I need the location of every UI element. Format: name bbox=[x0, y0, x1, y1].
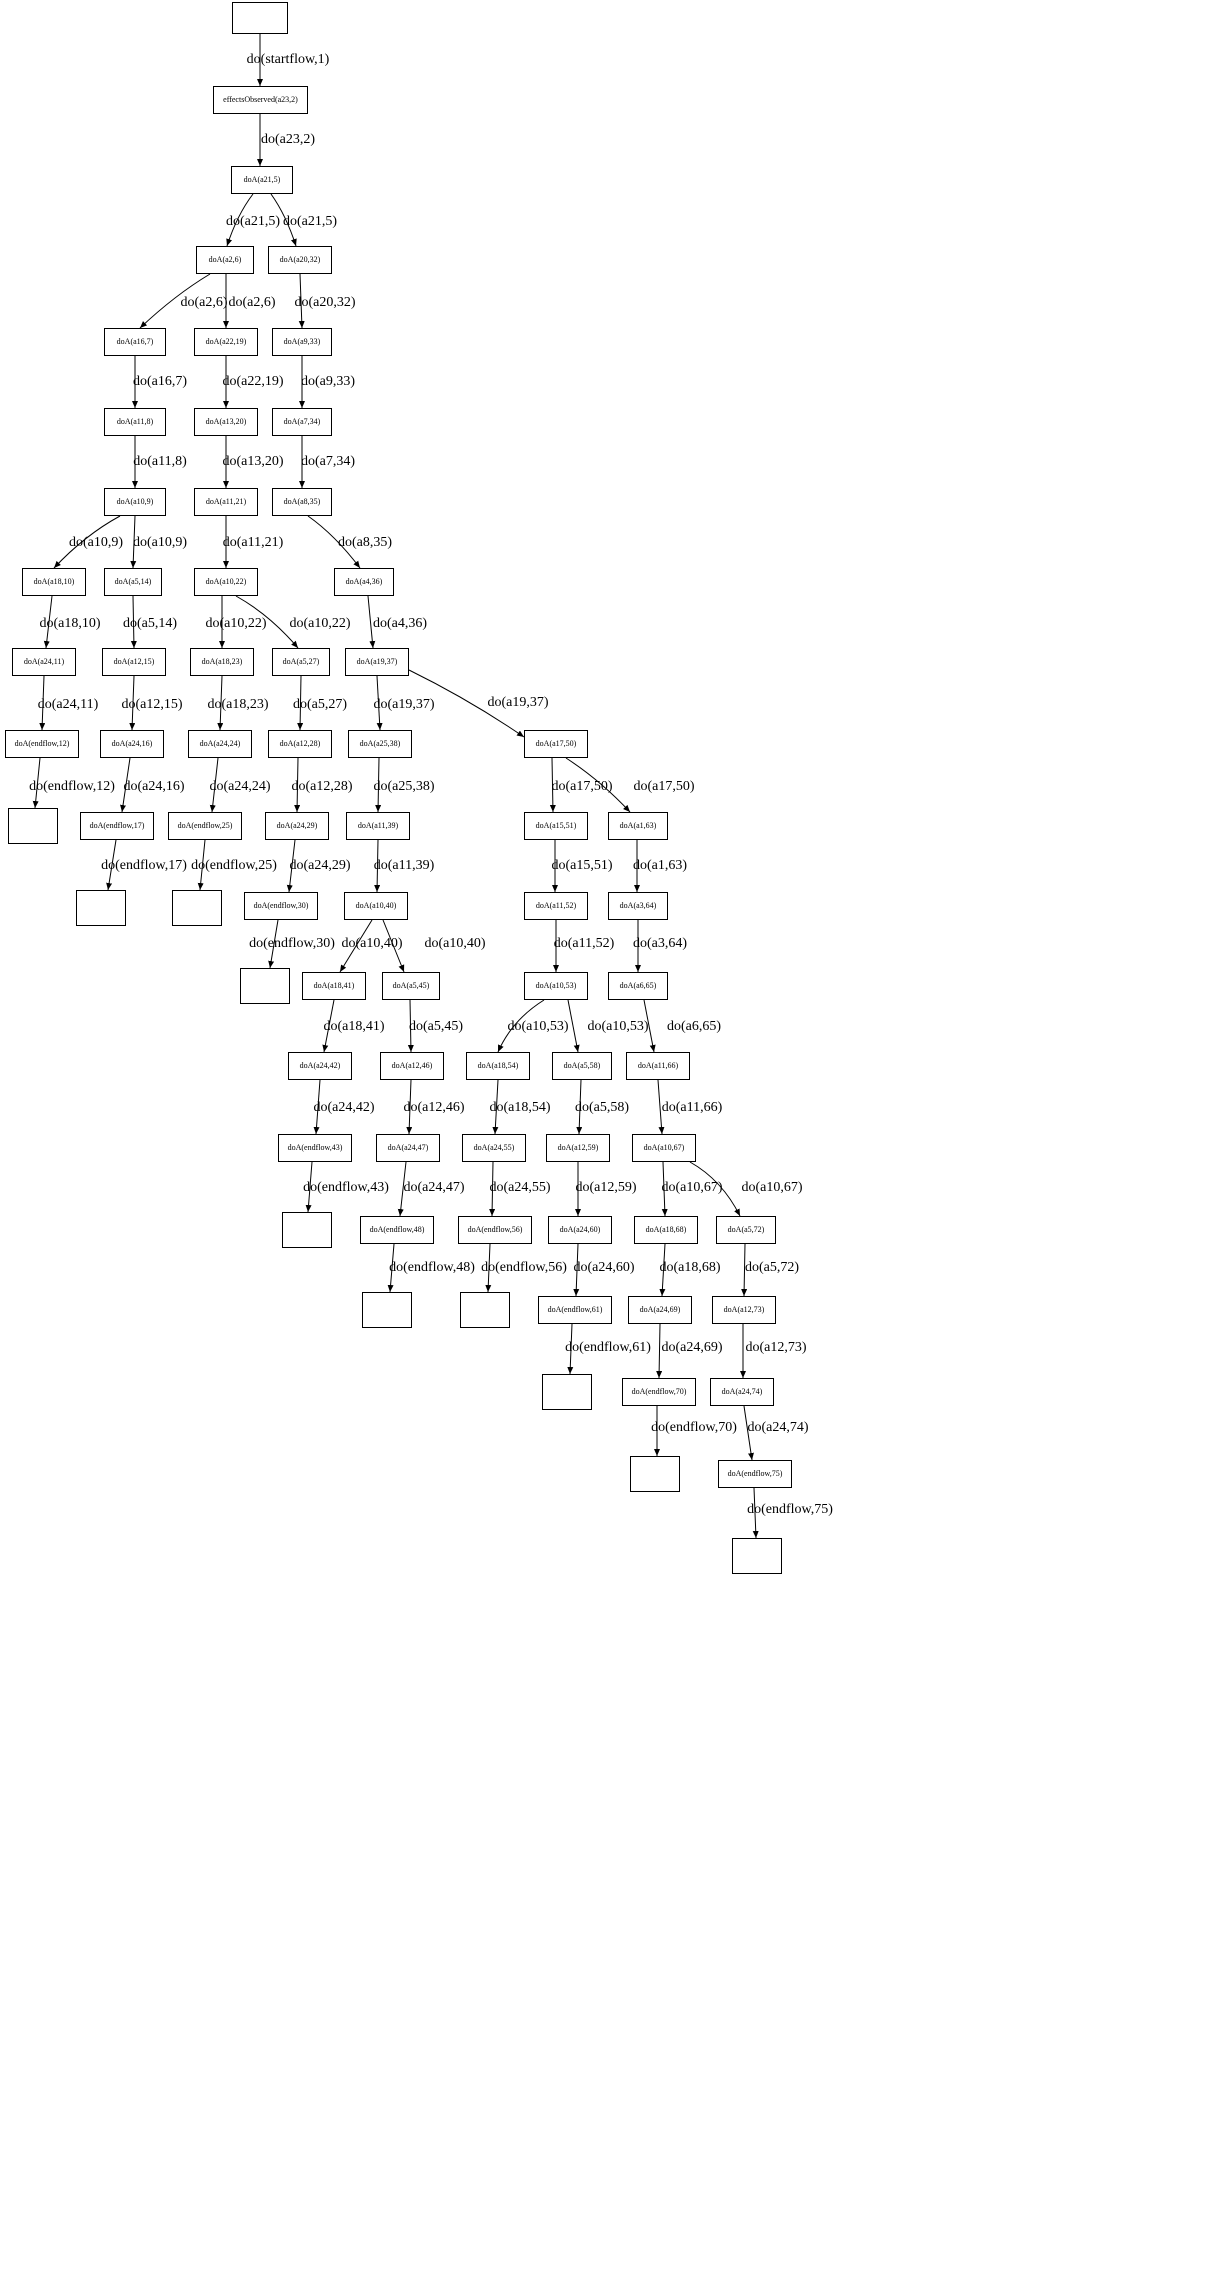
graph-node[interactable]: doA(endflow,25) bbox=[168, 812, 242, 840]
edge-label: do(a24,47) bbox=[403, 1180, 465, 1195]
edge-label: do(a22,19) bbox=[222, 374, 284, 389]
edge-label: do(a12,59) bbox=[575, 1180, 637, 1195]
graph-node[interactable]: doA(a10,67) bbox=[632, 1134, 696, 1162]
graph-node[interactable]: doA(a24,60) bbox=[548, 1216, 612, 1244]
edge-label: do(startflow,1) bbox=[246, 52, 330, 67]
graph-node[interactable]: doA(a5,27) bbox=[272, 648, 330, 676]
graph-node[interactable]: doA(a9,33) bbox=[272, 328, 332, 356]
edge-label: do(a11,52) bbox=[553, 936, 615, 951]
graph-node[interactable]: doA(endflow,30) bbox=[244, 892, 318, 920]
graph-node[interactable]: doA(a5,58) bbox=[552, 1052, 612, 1080]
edge-label: do(a18,54) bbox=[489, 1100, 551, 1115]
graph-edge bbox=[568, 1000, 578, 1052]
graph-node[interactable]: doA(endflow,56) bbox=[458, 1216, 532, 1244]
edge-label: do(endflow,56) bbox=[481, 1260, 567, 1275]
graph-node[interactable]: doA(endflow,12) bbox=[5, 730, 79, 758]
edge-label: do(a24,29) bbox=[289, 858, 351, 873]
edge-label: do(a2,6) bbox=[180, 295, 228, 310]
edge-label: do(a10,67) bbox=[661, 1180, 723, 1195]
edge-label: do(endflow,12) bbox=[29, 779, 115, 794]
graph-node[interactable] bbox=[76, 890, 126, 926]
graph-node[interactable]: doA(a12,59) bbox=[546, 1134, 610, 1162]
edge-label: do(a16,7) bbox=[132, 374, 188, 389]
edge-label: do(endflow,43) bbox=[303, 1180, 389, 1195]
edge-label: do(endflow,48) bbox=[389, 1260, 475, 1275]
graph-node[interactable]: doA(a12,46) bbox=[380, 1052, 444, 1080]
graph-node[interactable]: doA(a11,52) bbox=[524, 892, 588, 920]
graph-node[interactable]: doA(a24,74) bbox=[710, 1378, 774, 1406]
graph-node[interactable]: doA(a5,45) bbox=[382, 972, 440, 1000]
graph-node[interactable]: doA(a24,24) bbox=[188, 730, 252, 758]
graph-node[interactable]: doA(a11,8) bbox=[104, 408, 166, 436]
graph-node[interactable]: doA(a18,10) bbox=[22, 568, 86, 596]
graph-node[interactable]: doA(endflow,61) bbox=[538, 1296, 612, 1324]
graph-node[interactable] bbox=[460, 1292, 510, 1328]
edge-label: do(a12,15) bbox=[121, 697, 183, 712]
graph-node[interactable]: effectsObserved(a23,2) bbox=[213, 86, 308, 114]
graph-node[interactable]: doA(a5,72) bbox=[716, 1216, 776, 1244]
edge-label: do(a25,38) bbox=[373, 779, 435, 794]
graph-node[interactable]: doA(a8,35) bbox=[272, 488, 332, 516]
graph-node[interactable] bbox=[172, 890, 222, 926]
graph-node[interactable] bbox=[282, 1212, 332, 1248]
edge-label: do(a5,72) bbox=[744, 1260, 800, 1275]
edge-label: do(a10,9) bbox=[132, 535, 188, 550]
edge-label: do(a23,2) bbox=[260, 132, 316, 147]
edge-label: do(endflow,75) bbox=[747, 1502, 833, 1517]
graph-node[interactable]: doA(endflow,75) bbox=[718, 1460, 792, 1488]
graph-node[interactable]: doA(a10,40) bbox=[344, 892, 408, 920]
edge-label: do(a10,40) bbox=[424, 936, 486, 951]
graph-edge bbox=[659, 1324, 660, 1378]
edge-label: do(a11,39) bbox=[373, 858, 435, 873]
graph-node[interactable]: doA(a21,5) bbox=[231, 166, 293, 194]
edge-label: do(a12,73) bbox=[745, 1340, 807, 1355]
edge-label: do(a17,50) bbox=[551, 779, 613, 794]
graph-node[interactable]: doA(a12,28) bbox=[268, 730, 332, 758]
graph-node[interactable]: doA(a20,32) bbox=[268, 246, 332, 274]
graph-node[interactable]: doA(a11,39) bbox=[346, 812, 410, 840]
edge-label: do(a24,55) bbox=[489, 1180, 551, 1195]
edge-label: do(a8,35) bbox=[337, 535, 393, 550]
graph-node[interactable]: doA(a25,38) bbox=[348, 730, 412, 758]
graph-node[interactable]: doA(a10,9) bbox=[104, 488, 166, 516]
graph-node[interactable]: doA(a18,23) bbox=[190, 648, 254, 676]
edge-label: do(endflow,25) bbox=[191, 858, 277, 873]
edge-label: do(a10,9) bbox=[68, 535, 124, 550]
edge-label: do(a21,5) bbox=[225, 214, 281, 229]
graph-node[interactable]: doA(a12,73) bbox=[712, 1296, 776, 1324]
edge-label: do(a2,6) bbox=[228, 295, 276, 310]
edge-label: do(a3,64) bbox=[632, 936, 688, 951]
graph-node[interactable]: doA(a3,64) bbox=[608, 892, 668, 920]
graph-node[interactable]: doA(a24,55) bbox=[462, 1134, 526, 1162]
graph-node[interactable] bbox=[732, 1538, 782, 1574]
graph-node[interactable]: doA(a18,41) bbox=[302, 972, 366, 1000]
edge-label: do(a17,50) bbox=[633, 779, 695, 794]
edge-label: do(a18,41) bbox=[323, 1019, 385, 1034]
edge-label: do(a19,37) bbox=[487, 695, 549, 710]
edge-label: do(a12,46) bbox=[403, 1100, 465, 1115]
edge-label: do(a13,20) bbox=[222, 454, 284, 469]
edge-label: do(a7,34) bbox=[300, 454, 356, 469]
graph-node[interactable]: doA(a16,7) bbox=[104, 328, 166, 356]
edge-label: do(a10,22) bbox=[289, 616, 351, 631]
graph-node[interactable] bbox=[232, 2, 288, 34]
graph-node[interactable]: doA(a15,51) bbox=[524, 812, 588, 840]
edge-label: do(a24,16) bbox=[123, 779, 185, 794]
edge-label: do(a10,53) bbox=[507, 1019, 569, 1034]
edge-label: do(a10,22) bbox=[205, 616, 267, 631]
edge-label: do(a4,36) bbox=[372, 616, 428, 631]
edge-label: do(endflow,30) bbox=[249, 936, 335, 951]
graph-node[interactable] bbox=[630, 1456, 680, 1492]
edge-label: do(a10,53) bbox=[587, 1019, 649, 1034]
edge-label: do(a24,11) bbox=[37, 697, 99, 712]
graph-node[interactable]: doA(a24,11) bbox=[12, 648, 76, 676]
edge-label: do(a5,58) bbox=[574, 1100, 630, 1115]
edge-label: do(a24,24) bbox=[209, 779, 271, 794]
edge-label: do(a5,27) bbox=[292, 697, 348, 712]
graph-node[interactable]: doA(a11,21) bbox=[194, 488, 258, 516]
edge-label: do(endflow,70) bbox=[651, 1420, 737, 1435]
graph-node[interactable]: doA(endflow,17) bbox=[80, 812, 154, 840]
graph-node[interactable]: doA(a11,66) bbox=[626, 1052, 690, 1080]
edge-label: do(a9,33) bbox=[300, 374, 356, 389]
graph-node[interactable]: doA(a5,14) bbox=[104, 568, 162, 596]
edge-label: do(a10,67) bbox=[741, 1180, 803, 1195]
graph-node[interactable]: doA(a12,15) bbox=[102, 648, 166, 676]
graph-node[interactable]: doA(a10,53) bbox=[524, 972, 588, 1000]
graph-node[interactable]: doA(endflow,43) bbox=[278, 1134, 352, 1162]
edge-label: do(a24,74) bbox=[747, 1420, 809, 1435]
edge-label: do(a19,37) bbox=[373, 697, 435, 712]
graph-node[interactable]: doA(a18,68) bbox=[634, 1216, 698, 1244]
edge-label: do(a10,40) bbox=[341, 936, 403, 951]
edge-label: do(a5,45) bbox=[408, 1019, 464, 1034]
graph-node[interactable]: doA(a17,50) bbox=[524, 730, 588, 758]
graph-node[interactable]: doA(a4,36) bbox=[334, 568, 394, 596]
edge-label: do(a18,23) bbox=[207, 697, 269, 712]
graph-node[interactable]: doA(a13,20) bbox=[194, 408, 258, 436]
edge-label: do(a12,28) bbox=[291, 779, 353, 794]
edge-label: do(a24,42) bbox=[313, 1100, 375, 1115]
edge-label: do(a20,32) bbox=[294, 295, 356, 310]
graph-node[interactable]: doA(a24,47) bbox=[376, 1134, 440, 1162]
graph-node[interactable]: doA(a18,54) bbox=[466, 1052, 530, 1080]
edge-label: do(a24,60) bbox=[573, 1260, 635, 1275]
graph-node[interactable]: doA(a24,16) bbox=[100, 730, 164, 758]
graph-node[interactable] bbox=[362, 1292, 412, 1328]
graph-node[interactable]: doA(a7,34) bbox=[272, 408, 332, 436]
graph-node[interactable]: doA(a2,6) bbox=[196, 246, 254, 274]
edge-label: do(a11,8) bbox=[133, 454, 187, 469]
edge-label: do(a15,51) bbox=[551, 858, 613, 873]
edge-label: do(a6,65) bbox=[666, 1019, 722, 1034]
graph-node[interactable]: doA(a24,29) bbox=[265, 812, 329, 840]
graph-node[interactable] bbox=[8, 808, 58, 844]
graph-node[interactable]: doA(a6,65) bbox=[608, 972, 668, 1000]
graph-node[interactable]: doA(a10,22) bbox=[194, 568, 258, 596]
graph-node[interactable]: doA(a22,19) bbox=[194, 328, 258, 356]
edge-label: do(a18,10) bbox=[39, 616, 101, 631]
edge-label: do(a21,5) bbox=[282, 214, 338, 229]
graph-node[interactable]: doA(a24,42) bbox=[288, 1052, 352, 1080]
graph-node[interactable]: doA(a19,37) bbox=[345, 648, 409, 676]
graph-node[interactable]: doA(endflow,48) bbox=[360, 1216, 434, 1244]
graph-node[interactable]: doA(endflow,70) bbox=[622, 1378, 696, 1406]
graph-node[interactable]: doA(a24,69) bbox=[628, 1296, 692, 1324]
graph-node[interactable] bbox=[542, 1374, 592, 1410]
edge-label: do(a24,69) bbox=[661, 1340, 723, 1355]
edge-label: do(a11,66) bbox=[661, 1100, 723, 1115]
edge-label: do(endflow,17) bbox=[101, 858, 187, 873]
edge-label: do(endflow,61) bbox=[565, 1340, 651, 1355]
edge-label: do(a5,14) bbox=[122, 616, 178, 631]
edge-label: do(a1,63) bbox=[632, 858, 688, 873]
graph-node[interactable]: doA(a1,63) bbox=[608, 812, 668, 840]
edge-label: do(a11,21) bbox=[222, 535, 284, 550]
graph-node[interactable] bbox=[240, 968, 290, 1004]
edge-label: do(a18,68) bbox=[659, 1260, 721, 1275]
